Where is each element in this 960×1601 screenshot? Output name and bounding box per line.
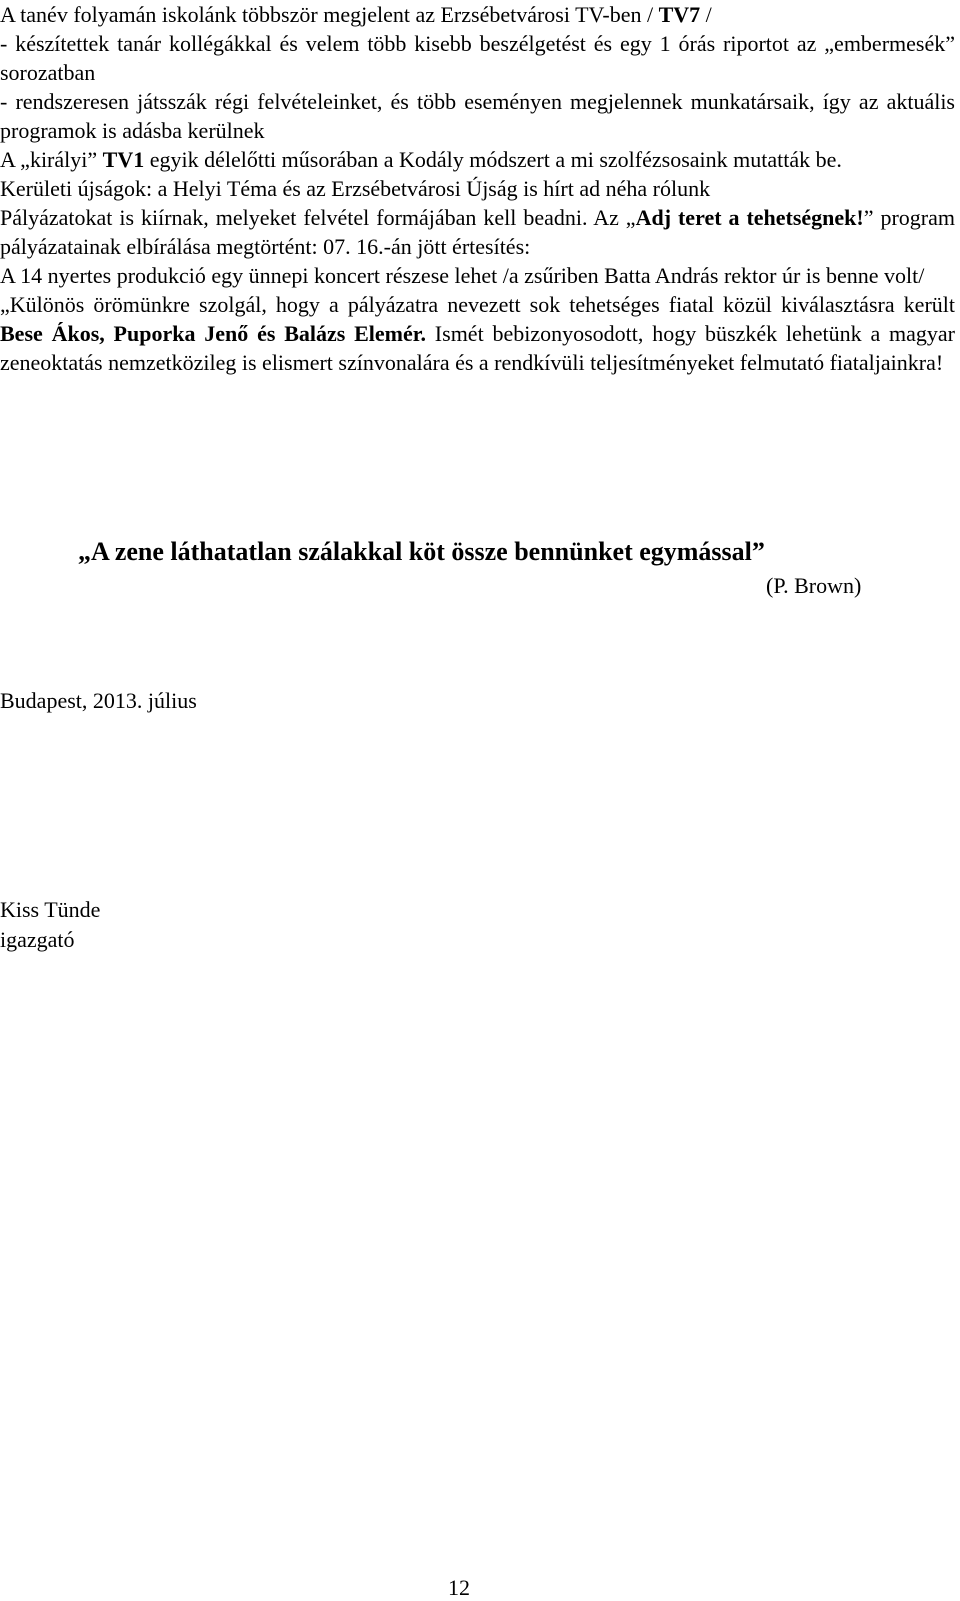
paragraph-competition	[0, 203, 955, 261]
signer-name: Kiss Tünde	[0, 897, 101, 922]
paragraph-text: /	[700, 2, 712, 27]
paragraph-text: „Különös örömünkre szolgál, hogy a pályázatra nevezett sok tehetséges fiatal közül kiválasztásra került	[0, 292, 955, 317]
paragraph-bold-text: Adj teret a tehetségnek!	[635, 205, 864, 230]
paragraph-text: A tanév folyamán iskolánk többször megjelent az Erzsébetvárosi TV-ben /	[0, 2, 659, 27]
paragraph-bold-text: Bese Ákos, Puporka Jenő és Balázs Elemér.	[0, 321, 426, 346]
paragraph-interviews: - készítettek tanár kollégákkal és velem több kisebb beszélgetést és egy 1 órás riportot az „embermesék” sorozatban	[0, 31, 955, 85]
paragraph-text: A „királyi”	[0, 147, 103, 172]
paragraph-tv1	[0, 145, 955, 174]
paragraph-tv7	[0, 0, 955, 29]
quote-author: (P. Brown)	[766, 573, 862, 598]
body-text	[0, 0, 955, 377]
paragraph-newspapers: Kerületi újságok: a Helyi Téma és az Erzsébetvárosi Újság is hírt ad néha rólunk	[0, 176, 711, 201]
paragraph-recordings: - rendszeresen játsszák régi felvételeinket, és több eseményen megjelennek munkatársaik, így az aktuális programok is adásba kerülnek	[0, 89, 955, 143]
quote-text: „A zene láthatatlan szálakkal köt össze bennünket egymással”	[78, 537, 765, 566]
paragraph-text: Pályázatokat is kiírnak, melyeket felvétel formájában kell beadni. Az „	[0, 205, 636, 230]
paragraph-text: egyik délelőtti műsorában a Kodály módszert a mi szolfézsosaink mutatták be.	[144, 147, 842, 172]
paragraph-winners: A 14 nyertes produkció egy ünnepi koncert részese lehet /a zsűriben Batta András rektor úr is benne volt/	[0, 263, 925, 288]
paragraph-bold-text: TV7	[658, 2, 701, 27]
place-date: Budapest, 2013. július	[0, 688, 197, 713]
signature-block	[0, 895, 100, 955]
page-number: 12	[448, 1575, 470, 1600]
paragraph-bold-text: TV1	[102, 147, 145, 172]
signer-title: igazgató	[0, 927, 75, 952]
paragraph-selected-students	[0, 290, 955, 377]
paragraph-text: Ismét bebizonyosodott, hogy büszkék lehetünk a magyar zeneoktatás nemzetközileg is elismert színvonalára és a rendkívüli teljesítményeket felmutató fiataljainkra!	[0, 321, 955, 375]
paragraph-text: ” program pályázatainak elbírálása megtörtént: 07. 16.-án jött értesítés:	[0, 205, 955, 259]
